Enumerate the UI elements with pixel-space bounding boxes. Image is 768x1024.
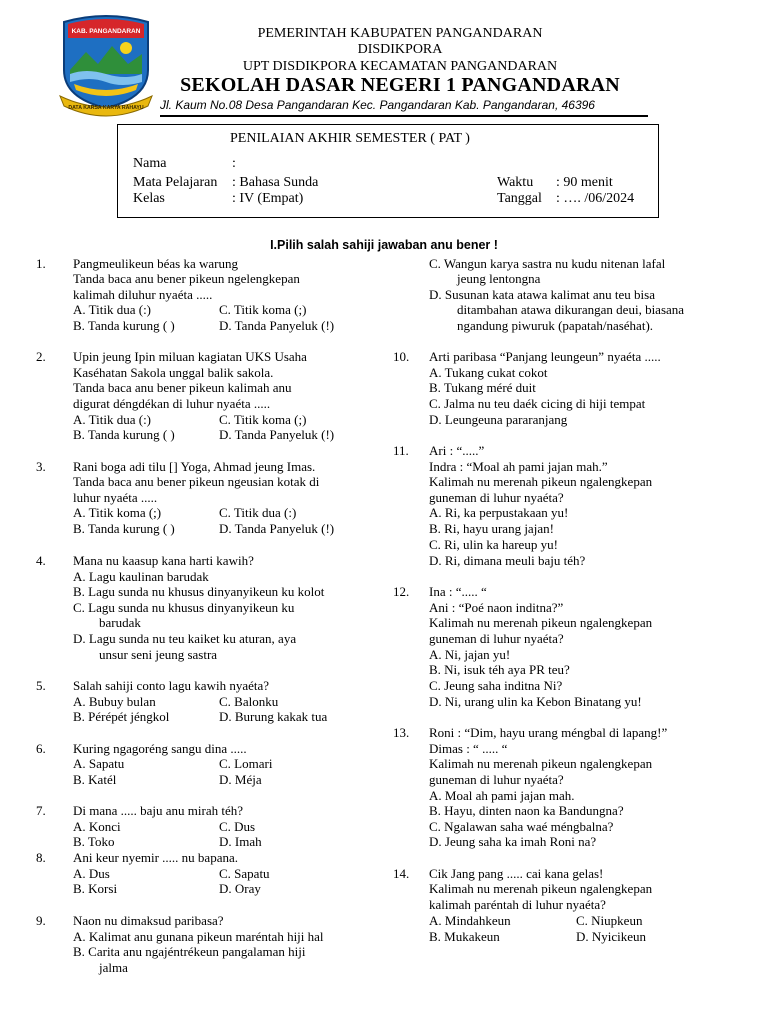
question-text: Indra : “Moal ah pami jajan mah.” xyxy=(429,459,608,474)
option-a[interactable]: A. Ni, jajan yu! xyxy=(429,647,511,662)
option-d[interactable]: D. Jeung saha ka imah Roni na? xyxy=(429,834,597,849)
school-name: SEKOLAH DASAR NEGERI 1 PANGANDARAN xyxy=(180,74,620,96)
option-d-cont: ditambahan atawa dikurangan deui, biasana xyxy=(457,302,685,317)
option-c[interactable]: C. Jeung saha inditna Ni? xyxy=(429,678,563,693)
option-d[interactable]: D. Lagu sunda nu teu kaiket ku aturan, aya xyxy=(73,631,297,646)
question-number: 14. xyxy=(393,866,410,881)
option-c[interactable]: C. Lomari xyxy=(219,756,273,771)
option-d-cont: unsur seni jeung sastra xyxy=(99,647,218,662)
option-c[interactable]: C. Sapatu xyxy=(219,866,270,881)
subject-label: Mata Pelajaran xyxy=(133,175,218,190)
option-a[interactable]: A. Titik dua (:) xyxy=(73,302,152,317)
option-b[interactable]: B. Pérépét jéngkol xyxy=(73,709,170,724)
question-number: 9. xyxy=(36,913,46,928)
question-text: Kalimah nu merenah pikeun ngalengkepan xyxy=(429,474,653,489)
question-number: 5. xyxy=(36,678,46,693)
time-value: : 90 menit xyxy=(556,175,613,190)
date-value: : …. /06/2024 xyxy=(556,191,635,206)
question-number: 11. xyxy=(393,443,409,458)
question-text: Ari : “.....” xyxy=(429,443,485,458)
option-b[interactable]: B. Carita anu ngajéntrékeun pangalaman hiji xyxy=(73,944,306,959)
date-label: Tanggal xyxy=(497,191,542,206)
question-text: guneman di luhur nyaéta? xyxy=(429,631,564,646)
time-label: Waktu xyxy=(497,175,534,190)
option-d[interactable]: D. Burung kakak tua xyxy=(219,709,328,724)
question-text: Roni : “Dim, hayu urang méngbal di lapang!” xyxy=(429,725,668,740)
header-upt: UPT DISDIKPORA KECAMATAN PANGANDARAN xyxy=(242,59,558,74)
question-text: Ani keur nyemir ..... nu bapana. xyxy=(73,850,238,865)
option-d[interactable]: D. Tanda Panyeluk (!) xyxy=(219,318,335,333)
option-b-cont: jalma xyxy=(99,960,128,975)
option-c[interactable]: C. Jalma nu teu daék cicing di hiji tempat xyxy=(429,396,646,411)
option-d[interactable]: D. Ri, dimana meuli baju téh? xyxy=(429,553,586,568)
option-b[interactable]: B. Korsi xyxy=(73,881,118,896)
question-number: 8. xyxy=(36,850,46,865)
option-d[interactable]: D. Susunan kata atawa kalimat anu teu bisa xyxy=(429,287,655,302)
question-text: luhur nyaéta ..... xyxy=(73,490,158,505)
question-text: Di mana ..... baju anu mirah téh? xyxy=(73,803,244,818)
question-number: 10. xyxy=(393,349,410,364)
question-text: Kuring ngagoréng sangu dina ..... xyxy=(73,741,247,756)
option-b[interactable]: B. Tukang méré duit xyxy=(429,380,536,395)
question-text: Tanda baca anu bener pikeun kalimah anu xyxy=(73,380,292,395)
option-b[interactable]: B. Toko xyxy=(73,834,115,849)
option-c[interactable]: C. Titik koma (;) xyxy=(219,412,307,427)
option-b[interactable]: B. Mukakeun xyxy=(429,929,500,944)
question-text: digurat déngdékan di luhur nyaéta ..... xyxy=(73,396,271,411)
option-c[interactable]: C. Balonku xyxy=(219,694,279,709)
option-a[interactable]: A. Konci xyxy=(73,819,121,834)
question-text: Mana nu kaasup kana harti kawih? xyxy=(73,553,254,568)
question-number: 7. xyxy=(36,803,46,818)
option-b[interactable]: B. Katél xyxy=(73,772,117,787)
question-text: Ani : “Poé naon inditna?” xyxy=(429,600,564,615)
question-number: 2. xyxy=(36,349,46,364)
question-number: 1. xyxy=(36,256,46,271)
class-label: Kelas xyxy=(133,191,165,206)
option-a[interactable]: A. Sapatu xyxy=(73,756,125,771)
question-number: 13. xyxy=(393,725,410,740)
class-value: : IV (Empat) xyxy=(232,191,304,206)
option-d-cont: ngandung piwuruk (papatah/naséhat). xyxy=(457,318,654,333)
option-a[interactable]: A. Tukang cukat cokot xyxy=(429,365,548,380)
question-text: Dimas : “ ..... “ xyxy=(429,741,508,756)
header-government: PEMERINTAH KABUPATEN PANGANDARAN xyxy=(257,26,543,41)
option-c[interactable]: C. Dus xyxy=(219,819,256,834)
question-text: kalimah paréntah di luhur nyaéta? xyxy=(429,897,606,912)
option-c[interactable]: C. Lagu sunda nu khusus dinyanyikeun ku xyxy=(73,600,295,615)
question-text: Tanda baca anu bener pikeun ngeusian kotak di xyxy=(73,474,320,489)
question-text: guneman di luhur nyaéta? xyxy=(429,772,564,787)
option-d[interactable]: D. Méja xyxy=(219,772,262,787)
option-a[interactable]: A. Lagu kaulinan barudak xyxy=(73,569,209,584)
logo-title-text: KAB. PANGANDARAN xyxy=(71,28,141,35)
question-text: Kalimah nu merenah pikeun ngalengkepan xyxy=(429,881,653,896)
option-d[interactable]: D. Imah xyxy=(219,834,262,849)
section-instruction: I.Pilih salah sahiji jawaban anu bener ! xyxy=(270,238,498,252)
question-text: Kalimah nu merenah pikeun ngalengkepan xyxy=(429,756,653,771)
option-b[interactable]: B. Hayu, dinten naon ka Bandungna? xyxy=(429,803,624,818)
question-text: Rani boga adi tilu [] Yoga, Ahmad jeung Imas. xyxy=(73,459,316,474)
option-d[interactable]: D. Tanda Panyeluk (!) xyxy=(219,521,335,536)
exam-title: PENILAIAN AKHIR SEMESTER ( PAT ) xyxy=(230,131,470,146)
question-text: Kalimah nu merenah pikeun ngalengkepan xyxy=(429,615,653,630)
question-number: 4. xyxy=(36,553,46,568)
question-text: kalimah diluhur nyaéta ..... xyxy=(73,287,213,302)
option-a[interactable]: A. Mindahkeun xyxy=(429,913,511,928)
question-number: 3. xyxy=(36,459,46,474)
question-text: Salah sahiji conto lagu kawih nyaéta? xyxy=(73,678,270,693)
option-b[interactable]: B. Tanda kurung ( ) xyxy=(73,521,175,536)
regency-emblem-logo xyxy=(56,8,156,120)
option-c[interactable]: C. Ri, ulin ka hareup yu! xyxy=(429,537,558,552)
header-agency: DISDIKPORA xyxy=(357,42,443,57)
option-a[interactable]: A. Dus xyxy=(73,866,110,881)
option-a[interactable]: A. Titik dua (:) xyxy=(73,412,152,427)
question-text: Ina : “..... “ xyxy=(429,584,487,599)
option-a[interactable]: A. Bubuy bulan xyxy=(73,694,156,709)
option-b[interactable]: B. Ni, isuk téh aya PR teu? xyxy=(429,662,570,677)
logo-banner-text: DATA KARSA KARYA RAHAYU xyxy=(68,105,144,111)
option-b[interactable]: B. Ri, hayu urang jajan! xyxy=(429,521,554,536)
option-c[interactable]: C. Wangun karya sastra nu kudu nitenan lafal xyxy=(429,256,666,271)
header-divider xyxy=(160,115,648,117)
option-d[interactable]: D. Ni, urang ulin ka Kebon Binatang yu! xyxy=(429,694,642,709)
option-c[interactable]: C. Titik dua (:) xyxy=(219,505,297,520)
option-c[interactable]: C. Ngalawan saha waé méngbalna? xyxy=(429,819,614,834)
option-b[interactable]: B. Tanda kurung ( ) xyxy=(73,427,175,442)
question-text: Kaséhatan Sakola unggal balik sakola. xyxy=(73,365,274,380)
option-a[interactable]: A. Ri, ka perpustakaan yu! xyxy=(429,505,569,520)
question-text: Arti paribasa “Panjang leungeun” nyaéta ..... xyxy=(429,349,661,364)
option-b[interactable]: B. Lagu sunda nu khusus dinyanyikeun ku kolot xyxy=(73,584,325,599)
option-d[interactable]: D. Nyicikeun xyxy=(576,929,647,944)
option-d[interactable]: D. Tanda Panyeluk (!) xyxy=(219,427,335,442)
option-d[interactable]: D. Leungeuna pararanjang xyxy=(429,412,568,427)
question-text: Upin jeung Ipin miluan kagiatan UKS Usaha xyxy=(73,349,307,364)
question-text: Pangmeulikeun béas ka warung xyxy=(73,256,238,271)
question-number: 6. xyxy=(36,741,46,756)
option-c[interactable]: C. Niupkeun xyxy=(576,913,643,928)
question-text: Tanda baca anu bener pikeun ngelengkepan xyxy=(73,271,300,286)
question-text: Naon nu dimaksud paribasa? xyxy=(73,913,224,928)
school-address: Jl. Kaum No.08 Desa Pangandaran Kec. Pangandaran Kab. Pangandaran, 46396 xyxy=(160,98,595,112)
option-c-cont: jeung lentongna xyxy=(457,271,541,286)
subject-value: : Bahasa Sunda xyxy=(232,175,319,190)
option-c-cont: barudak xyxy=(99,615,141,630)
option-a[interactable]: A. Kalimat anu gunana pikeun maréntah hiji hal xyxy=(73,929,324,944)
question-text: guneman di luhur nyaéta? xyxy=(429,490,564,505)
option-a[interactable]: A. Moal ah pami jajan mah. xyxy=(429,788,575,803)
name-colon: : xyxy=(232,156,236,171)
option-d[interactable]: D. Oray xyxy=(219,881,261,896)
option-b[interactable]: B. Tanda kurung ( ) xyxy=(73,318,175,333)
name-label: Nama xyxy=(133,156,167,171)
question-number: 12. xyxy=(393,584,410,599)
option-c[interactable]: C. Titik koma (;) xyxy=(219,302,307,317)
question-text: Cik Jang pang ..... cai kana gelas! xyxy=(429,866,604,881)
option-a[interactable]: A. Titik koma (;) xyxy=(73,505,162,520)
